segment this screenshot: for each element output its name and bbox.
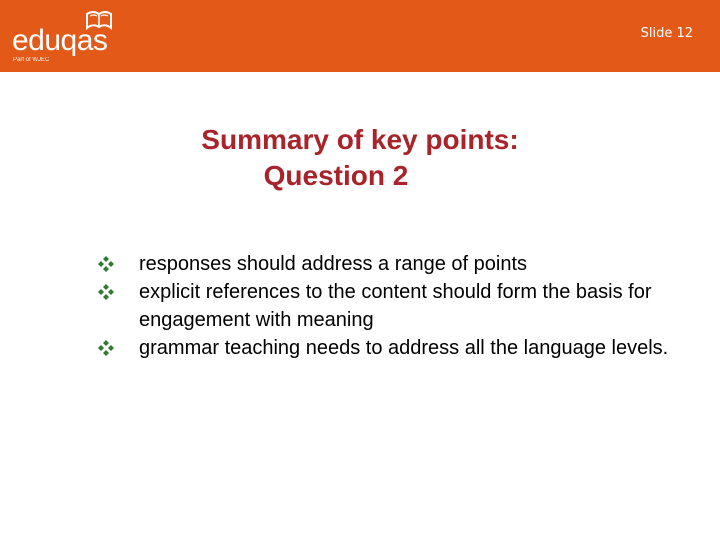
title-line-1: Summary of key points: (201, 124, 519, 155)
bullet-text: explicit references to the content should form the basis for engagement with meaning (139, 281, 652, 331)
slide-number: Slide 12 (640, 26, 693, 41)
bullet-text: responses should address a range of points (139, 253, 528, 275)
four-diamond-icon (98, 340, 114, 356)
four-diamond-icon (98, 256, 114, 272)
title-line-2: Question 2 (263, 160, 409, 191)
header-bar (0, 0, 720, 72)
four-diamond-icon (98, 284, 114, 300)
key-points-list (98, 250, 698, 362)
logo-wordmark: eduqas (12, 24, 108, 57)
list-item (98, 278, 698, 334)
list-item (98, 250, 698, 278)
bullet-text: grammar teaching needs to address all the language levels. (139, 337, 669, 359)
slide-title (150, 122, 570, 194)
list-item (98, 334, 698, 362)
logo-subtext: Part of WJEC (13, 57, 50, 63)
eduqas-logo[interactable] (10, 8, 120, 68)
